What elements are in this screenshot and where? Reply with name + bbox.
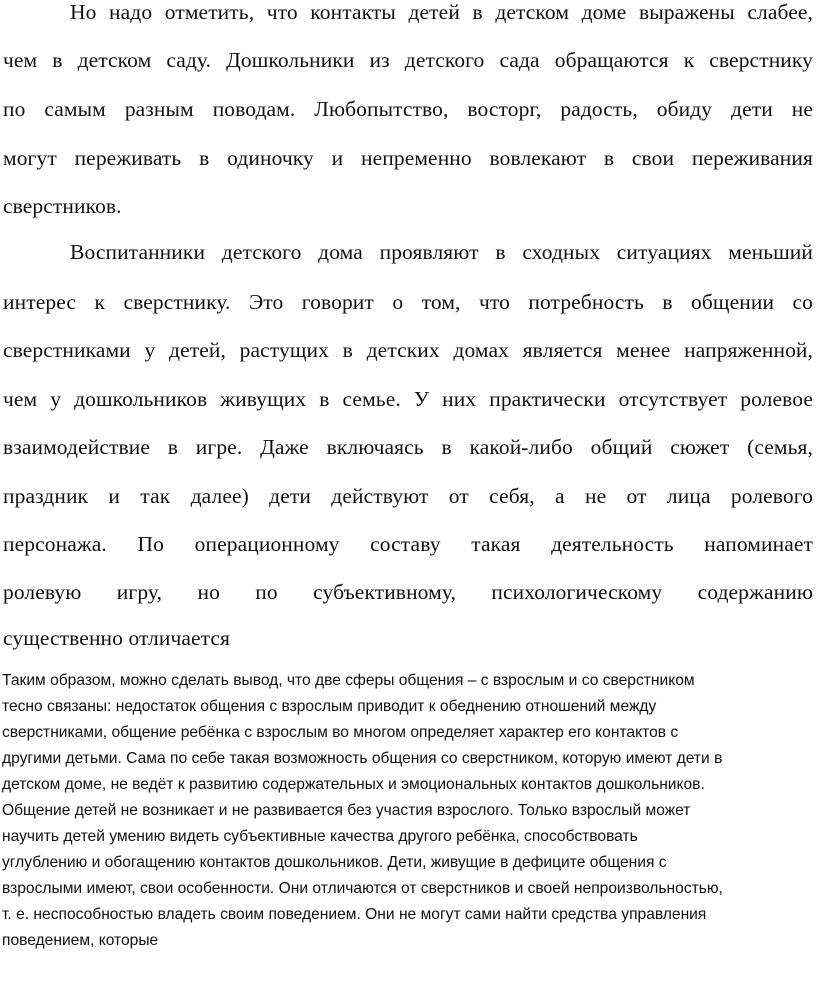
text-line: научить детей умению видеть субъективные качества другого ребёнка, способствовать: [2, 828, 638, 845]
text-line: тесно связаны: недостаток общения с взрослым приводит к обеднению отношений между: [2, 698, 657, 715]
text-line: чем у дошкольников живущих в семье. У них практически отсутствует ролевое: [3, 387, 813, 411]
text-line: Но надо отметить, что контакты детей в детском доме выражены слабее,: [70, 0, 813, 24]
text-line: другими детьми. Сама по себе такая возможность общения со сверстником, которую имеют дети в: [2, 750, 723, 767]
text-line: праздник и так далее) дети действуют от себя, а не от лица ролевого: [3, 484, 813, 508]
text-line: Таким образом, можно сделать вывод, что две сферы общения – с взрослым и со сверстником: [2, 672, 695, 689]
text-line: могут переживать в одиночку и непременно вовлекают в свои переживания: [3, 146, 813, 170]
text-line: чем в детском саду. Дошкольники из детского сада обращаются к сверстнику: [3, 48, 813, 72]
text-line: взрослыми имеют, свои особенности. Они отличаются от сверстников и своей непроизвольностью,: [2, 880, 723, 897]
text-line: сверстников.: [3, 194, 122, 218]
text-line: взаимодействие в игре. Даже включаясь в какой-либо общий сюжет (семья,: [3, 435, 813, 459]
text-line: детском доме, не ведёт к развитию содержательных и эмоциональных контактов дошкольников.: [2, 776, 705, 793]
text-line: по самым разным поводам. Любопытство, восторг, радость, обиду дети не: [3, 97, 813, 121]
text-line: поведением, которые: [2, 932, 159, 949]
text-line: сверстниками, общение ребёнка с взрослым во многом определяет характер его контактов с: [2, 724, 679, 741]
text-line: ролевую игру, но по субъективному, психологическому содержанию: [3, 580, 813, 604]
text-line: персонажа. По операционному составу такая деятельность напоминает: [3, 532, 813, 556]
text-line: Общение детей не возникает и не развивается без участия взрослого. Только взрослый может: [2, 802, 691, 819]
text-line: интерес к сверстнику. Это говорит о том, что потребность в общении со: [3, 290, 813, 314]
text-line: существенно отличается: [3, 626, 231, 650]
text-line: сверстниками у детей, растущих в детских домах является менее напряженной,: [3, 338, 813, 362]
text-line: углублению и обогащению контактов дошкольников. Дети, живущие в дефиците общения с: [2, 854, 667, 871]
text-line: Воспитанники детского дома проявляют в сходных ситуациях меньший: [70, 240, 813, 264]
text-line: т. е. неспособностью владеть своим поведением. Они не могут сами найти средства управления: [2, 906, 707, 923]
